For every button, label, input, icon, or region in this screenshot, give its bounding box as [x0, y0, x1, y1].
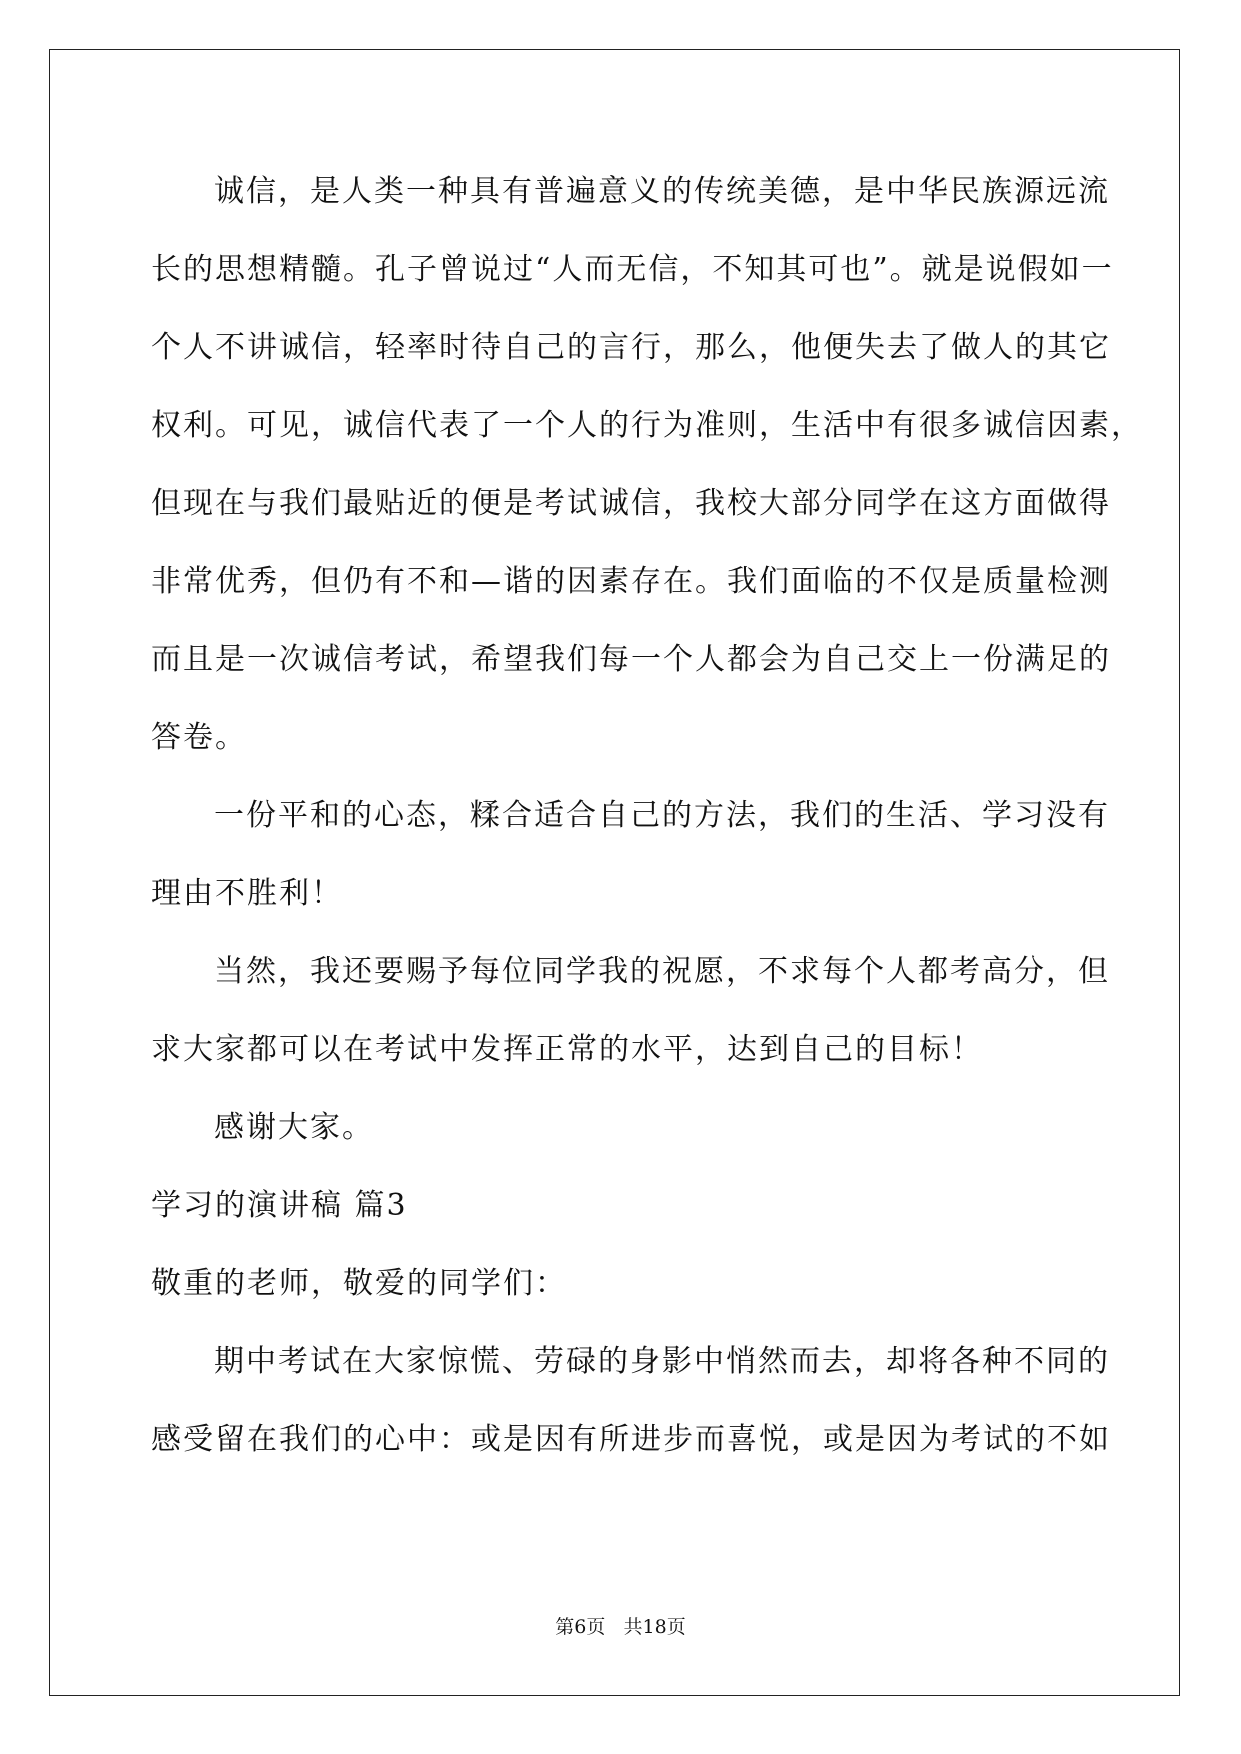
page-number: 第6页 — [555, 1616, 606, 1638]
text-line-13: 感谢大家。 — [214, 1110, 374, 1145]
text-line-5: 但现在与我们最贴近的便是考试诚信，我校大部分同学在这方面做得 — [151, 486, 1111, 521]
text-line-7: 而且是一次诚信考试，希望我们每一个人都会为自己交上一份满足的 — [151, 642, 1111, 677]
section-heading: 学习的演讲稿 篇3 — [151, 1188, 408, 1223]
text-line-1: 诚信，是人类一种具有普遍意义的传统美德，是中华民族源远流 — [214, 174, 1110, 209]
text-line-3: 个人不讲诚信，轻率时待自己的言行，那么，他便失去了做人的其它 — [151, 330, 1111, 365]
text-line-6: 非常优秀，但仍有不和—谐的因素存在。我们面临的不仅是质量检测 — [151, 564, 1111, 599]
footer-spacer — [605, 1616, 623, 1638]
text-line-8: 答卷。 — [151, 720, 247, 755]
text-line-9: 一份平和的心态，糅合适合自己的方法，我们的生活、学习没有 — [214, 798, 1110, 833]
text-line-10: 理由不胜利！ — [151, 876, 343, 911]
text-line-11: 当然，我还要赐予每位同学我的祝愿，不求每个人都考高分，但 — [214, 954, 1110, 989]
page-footer — [0, 1615, 1241, 1639]
text-line-2: 长的思想精髓。孔子曾说过“人而无信，不知其可也”。就是说假如一 — [151, 252, 1114, 287]
text-line-12: 求大家都可以在考试中发挥正常的水平，达到自己的目标！ — [151, 1032, 983, 1067]
page-total: 共18页 — [623, 1616, 686, 1638]
text-line-4: 权利。可见，诚信代表了一个人的行为准则，生活中有很多诚信因素， — [151, 408, 1143, 443]
text-line-16: 期中考试在大家惊慌、劳碌的身影中悄然而去，却将各种不同的 — [214, 1344, 1110, 1379]
text-line-17: 感受留在我们的心中：或是因有所进步而喜悦，或是因为考试的不如 — [151, 1422, 1111, 1457]
salutation: 敬重的老师，敬爱的同学们： — [151, 1266, 567, 1301]
